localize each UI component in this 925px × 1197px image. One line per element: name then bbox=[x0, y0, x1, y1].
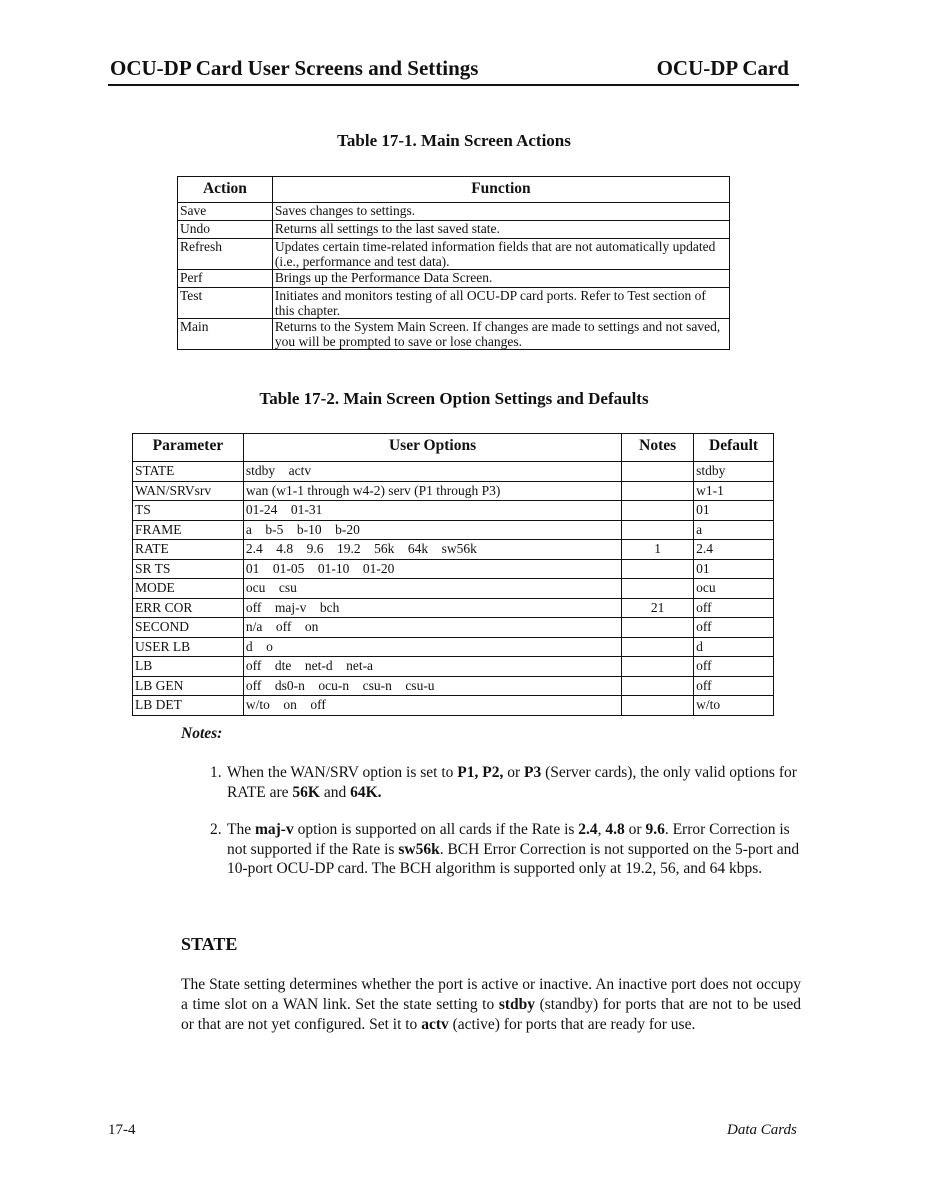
parameter-cell: SR TS bbox=[133, 559, 244, 579]
options-cell: n/a off on bbox=[243, 618, 621, 638]
notes-cell bbox=[622, 657, 694, 677]
default-cell: off bbox=[694, 676, 774, 696]
parameter-cell: MODE bbox=[133, 579, 244, 599]
col-header-default: Default bbox=[694, 434, 774, 462]
notes-cell bbox=[622, 676, 694, 696]
table-header-row bbox=[178, 177, 730, 203]
table-row bbox=[133, 579, 774, 599]
options-cell: 01 01-05 01-10 01-20 bbox=[243, 559, 621, 579]
col-header-notes: Notes bbox=[622, 434, 694, 462]
section-heading-state: STATE bbox=[181, 934, 238, 954]
options-cell: a b-5 b-10 b-20 bbox=[243, 520, 621, 540]
note-text: When the WAN/SRV option is set to P1, P2, or P3 (Server cards), the only valid options for RATE are 56K and 64K. bbox=[227, 764, 797, 801]
notes-cell bbox=[622, 520, 694, 540]
note-number: 1. bbox=[210, 764, 222, 781]
table2-caption-text: Table 17-2. Main Screen Option Settings and Defaults bbox=[259, 389, 649, 408]
options-cell: w/to on off bbox=[243, 696, 621, 716]
table-row bbox=[133, 520, 774, 540]
table-row bbox=[133, 598, 774, 618]
col-header-user-options: User Options bbox=[243, 434, 621, 462]
table-row bbox=[133, 618, 774, 638]
notes-cell bbox=[622, 481, 694, 501]
card-title: OCU-DP Card bbox=[656, 56, 789, 80]
parameter-cell: LB bbox=[133, 657, 244, 677]
function-cell: Brings up the Performance Data Screen. bbox=[272, 270, 729, 288]
table-row bbox=[133, 462, 774, 482]
note-number: 2. bbox=[210, 821, 222, 838]
default-cell: off bbox=[694, 618, 774, 638]
table-row bbox=[133, 696, 774, 716]
parameter-cell: STATE bbox=[133, 462, 244, 482]
table-row bbox=[133, 559, 774, 579]
option-settings-table bbox=[132, 433, 774, 716]
table-row bbox=[133, 481, 774, 501]
notes-cell: 1 bbox=[622, 540, 694, 560]
options-cell: 2.4 4.8 9.6 19.2 56k 64k sw56k bbox=[243, 540, 621, 560]
notes-cell bbox=[622, 501, 694, 521]
notes-cell bbox=[622, 696, 694, 716]
action-cell: Undo bbox=[178, 221, 273, 239]
page-header bbox=[108, 56, 799, 86]
default-cell: off bbox=[694, 598, 774, 618]
table-row bbox=[178, 319, 730, 350]
page-number: 17-4 bbox=[108, 1122, 136, 1138]
function-cell: Returns to the System Main Screen. If changes are made to settings and not saved, you will be prompted to save or lose changes. bbox=[272, 319, 729, 350]
book-title: Data Cards bbox=[727, 1122, 797, 1138]
table-row bbox=[178, 203, 730, 221]
table-row bbox=[178, 288, 730, 319]
function-cell: Initiates and monitors testing of all OCU-DP card ports. Refer to Test section of this chapter. bbox=[272, 288, 729, 319]
action-cell: Save bbox=[178, 203, 273, 221]
default-cell: a bbox=[694, 520, 774, 540]
table-row bbox=[133, 501, 774, 521]
options-cell: off ds0-n ocu-n csu-n csu-u bbox=[243, 676, 621, 696]
options-cell: 01-24 01-31 bbox=[243, 501, 621, 521]
table-row bbox=[133, 637, 774, 657]
parameter-cell: SECOND bbox=[133, 618, 244, 638]
note-1 bbox=[210, 763, 800, 802]
function-cell: Updates certain time-related information fields that are not automatically updated (i.e., performance and test data). bbox=[272, 239, 729, 270]
table1-caption-text: Table 17-1. Main Screen Actions bbox=[337, 131, 571, 150]
chapter-title: OCU-DP Card User Screens and Settings bbox=[110, 56, 479, 80]
action-cell: Refresh bbox=[178, 239, 273, 270]
default-cell: 01 bbox=[694, 559, 774, 579]
table-row bbox=[133, 676, 774, 696]
parameter-cell: LB GEN bbox=[133, 676, 244, 696]
options-cell: d o bbox=[243, 637, 621, 657]
parameter-cell: TS bbox=[133, 501, 244, 521]
table-row bbox=[178, 239, 730, 270]
state-description: The State setting determines whether the port is active or inactive. An inactive port does not occupy a time slot on a WAN link. Set the state setting to stdby (standby) for ports that are not to be used or that are not yet configured. Set it to actv (active) for ports that are ready for use. bbox=[181, 976, 802, 1033]
default-cell: ocu bbox=[694, 579, 774, 599]
notes-cell bbox=[622, 618, 694, 638]
action-cell: Main bbox=[178, 319, 273, 350]
default-cell: w1-1 bbox=[694, 481, 774, 501]
default-cell: d bbox=[694, 637, 774, 657]
table-row bbox=[178, 270, 730, 288]
default-cell: 2.4 bbox=[694, 540, 774, 560]
parameter-cell: LB DET bbox=[133, 696, 244, 716]
notes-cell: 21 bbox=[622, 598, 694, 618]
notes-cell bbox=[622, 579, 694, 599]
note-2 bbox=[210, 820, 800, 879]
notes-cell bbox=[622, 559, 694, 579]
table-row bbox=[133, 540, 774, 560]
table-header-row bbox=[133, 434, 774, 462]
options-cell: off dte net-d net-a bbox=[243, 657, 621, 677]
col-header-function: Function bbox=[272, 177, 729, 203]
action-cell: Perf bbox=[178, 270, 273, 288]
notes-cell bbox=[622, 462, 694, 482]
action-cell: Test bbox=[178, 288, 273, 319]
parameter-cell: FRAME bbox=[133, 520, 244, 540]
col-header-parameter: Parameter bbox=[133, 434, 244, 462]
parameter-cell: RATE bbox=[133, 540, 244, 560]
table-row bbox=[178, 221, 730, 239]
default-cell: w/to bbox=[694, 696, 774, 716]
default-cell: off bbox=[694, 657, 774, 677]
notes-cell bbox=[622, 637, 694, 657]
note-text: The maj-v option is supported on all cards if the Rate is 2.4, 4.8 or 9.6. Error Correction is not supported if the Rate is sw56k. BCH Error Correction is not supported on the 5-port and 10-port OCU-DP card. The BCH algorithm is supported only at 19.2, 56, and 64 kbps. bbox=[227, 821, 800, 877]
notes-label: Notes: bbox=[181, 725, 223, 742]
options-cell: wan (w1-1 through w4-2) serv (P1 through P3) bbox=[243, 481, 621, 501]
function-cell: Returns all settings to the last saved state. bbox=[272, 221, 729, 239]
options-cell: off maj-v bch bbox=[243, 598, 621, 618]
options-cell: stdby actv bbox=[243, 462, 621, 482]
table-row bbox=[133, 657, 774, 677]
options-cell: ocu csu bbox=[243, 579, 621, 599]
function-cell: Saves changes to settings. bbox=[272, 203, 729, 221]
main-screen-actions-table bbox=[177, 176, 730, 350]
col-header-action: Action bbox=[178, 177, 273, 203]
default-cell: stdby bbox=[694, 462, 774, 482]
parameter-cell: USER LB bbox=[133, 637, 244, 657]
parameter-cell: WAN/SRVsrv bbox=[133, 481, 244, 501]
parameter-cell: ERR COR bbox=[133, 598, 244, 618]
default-cell: 01 bbox=[694, 501, 774, 521]
